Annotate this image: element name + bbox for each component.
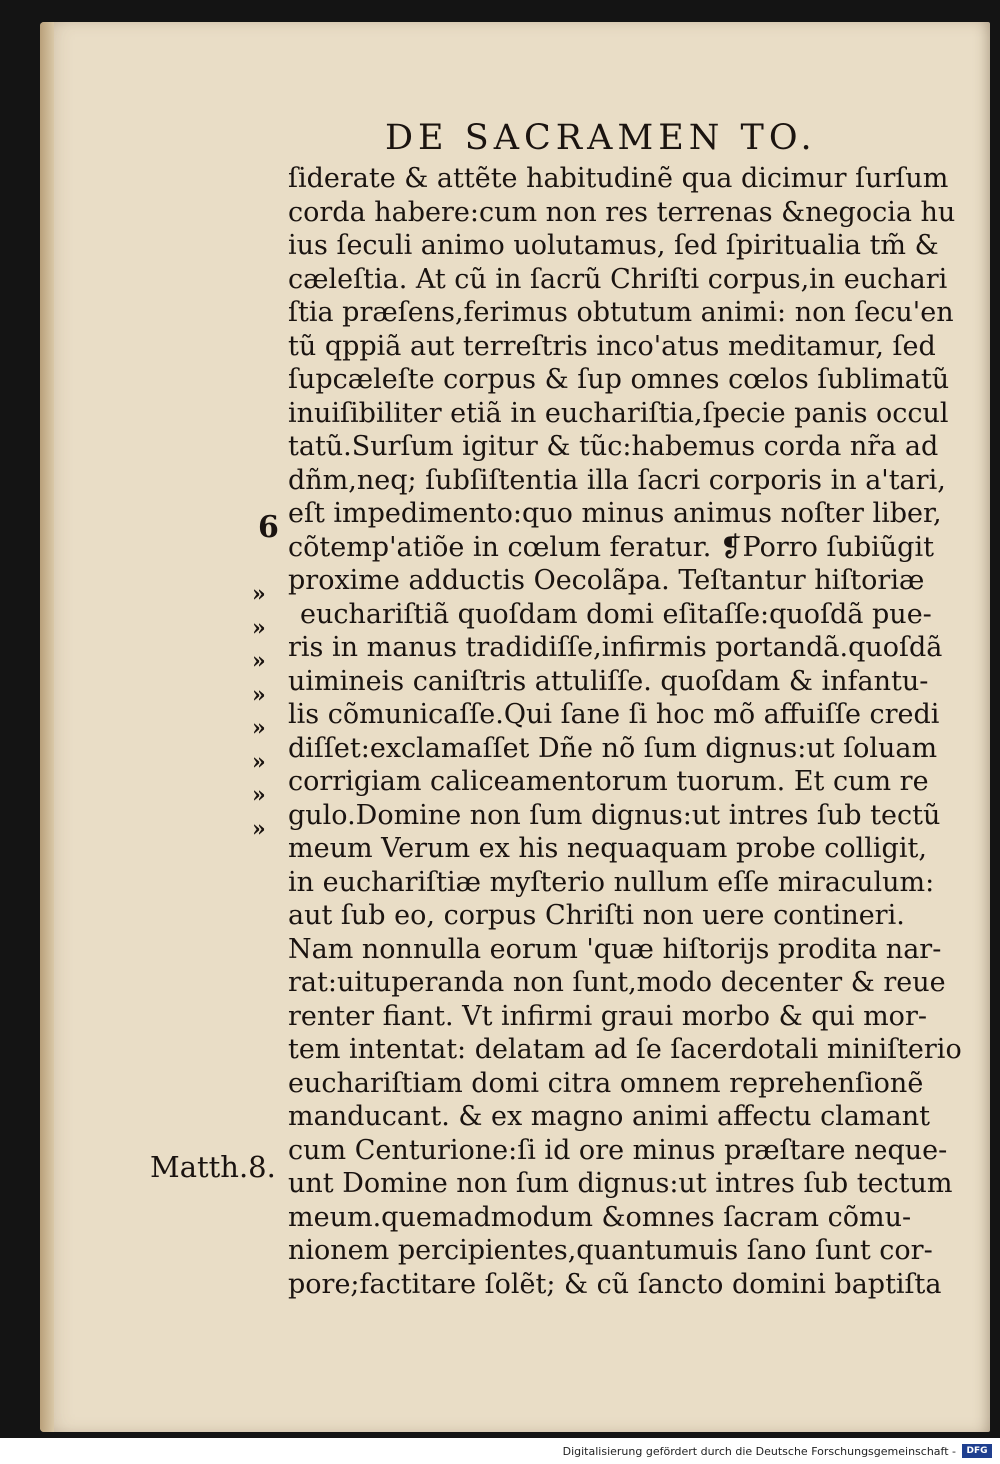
text-line: euchariſtiam domi citra omnem reprehenſionẽ: [288, 1067, 924, 1099]
section-number: 6: [258, 510, 279, 545]
text-line: rat:uituperanda non ſunt,modo decenter & reue: [288, 967, 946, 998]
text-line: Nam nonnulla eorum 'quæ hiſtorijs prodita nar-: [288, 933, 942, 965]
text-line: corrigiam caliceamentorum tuorum. Et cum re: [288, 766, 929, 797]
text-line: tatũ.Surſum igitur & tũc:habemus corda nr̃a ad: [288, 431, 939, 462]
dfg-logo: DFG: [962, 1444, 992, 1458]
text-line: eſt impedimento:quo minus animus noſter liber,: [288, 498, 942, 529]
text-line: gulo.Domine non ſum dignus:ut intres ſub tectũ: [288, 799, 941, 831]
text-line: tem intentat: delatam ad ſe ſacerdotali miniſterio: [288, 1034, 962, 1065]
running-head: DE SACRAMEN TO.: [385, 118, 817, 158]
text-line: ris in manus tradidiſſe,infirmis portandã.quoſdã: [288, 632, 943, 663]
text-line: in euchariſtiæ myſterio nullum eſſe miraculum:: [288, 866, 935, 898]
text-line: ſupcæleſte corpus & ſup omnes cœlos ſublimatũ: [288, 364, 950, 395]
text-line: meum.quemadmodum &omnes ſacram cõmu-: [288, 1201, 912, 1233]
text-line: pore;factitare ſolẽt; & cũ ſancto domini baptiſta: [288, 1268, 942, 1300]
body-text: [288, 162, 978, 1301]
text-line: nionem percipientes,quantumuis ſano ſunt cor-: [288, 1235, 933, 1266]
quote-mark: »: [252, 681, 266, 708]
text-line: tũ qppiã aut terreſtris inco'atus meditamur, ſed: [288, 330, 936, 362]
text-line: aut ſub eo, corpus Chriſti non uere contineri.: [288, 900, 905, 931]
text-line: meum Verum ex his nequaquam probe colligit,: [288, 833, 927, 864]
text-line: renter fiant. Vt infirmi graui morbo & qui mor-: [288, 1000, 927, 1032]
text-line: ſiderate & attẽte habitudinẽ qua dicimur ſurſum: [288, 163, 949, 194]
text-line: euchariſtiã quoſdam domi eſitaſſe:quoſdã pue-: [300, 598, 932, 630]
text-line: ſtia præſens,ferimus obtutum animi: non ſecu'en: [288, 297, 954, 328]
text-line: dñm,neq; ſubſiſtentia illa ſacri corporis in a'tari,: [288, 464, 946, 496]
text-line: proxime adductis Oecolãpa. Teſtantur hiſtoriæ: [288, 565, 925, 596]
text-line: cum Centurione:ſi id ore minus præſtare neque-: [288, 1134, 948, 1166]
quote-mark: »: [252, 715, 266, 741]
page-gutter-shadow: [40, 22, 54, 1432]
quote-mark: »: [252, 581, 266, 607]
text-line: lis cõmunicaſſe.Qui ſane ſi hoc mõ affuiſſe credi: [288, 699, 940, 730]
quote-mark: »: [252, 815, 266, 842]
quote-mark: »: [252, 648, 266, 674]
text-line: manducant. & ex magno animi affectu clamant: [288, 1101, 930, 1132]
text-line: cõtemp'atiõe in cœlum feratur. ❡Porro ſubiũgit: [288, 531, 934, 563]
text-line: unt Domine non ſum dignus:ut intres ſub tectum: [288, 1168, 953, 1199]
margin-citation: Matth.8.: [150, 1150, 276, 1184]
text-line: uimineis caniſtris attuliſſe. quoſdam & infantu-: [288, 665, 929, 697]
footer-bar: [0, 1440, 1000, 1464]
text-line: ius ſeculi animo uolutamus, ſed ſpiritualia tm̃ &: [288, 230, 939, 261]
quote-mark-column: [252, 578, 266, 846]
quote-mark: »: [252, 782, 266, 808]
text-line: corda habere:cum non res terrenas &negocia hu: [288, 196, 956, 228]
funding-credit: Digitalisierung gefördert durch die Deutsche Forschungsgemeinschaft -: [562, 1445, 956, 1458]
text-line: cæleſtia. At cũ in ſacrũ Chriſti corpus,in euchari: [288, 263, 948, 295]
book-page: [40, 22, 990, 1432]
text-line: inuiſibiliter etiã in euchariſtia,ſpecie panis occul: [288, 397, 949, 429]
text-line: diſſet:exclamaſſet Dñe nõ ſum dignus:ut ſoluam: [288, 732, 938, 764]
quote-mark: »: [252, 614, 266, 641]
quote-mark: »: [252, 748, 266, 775]
